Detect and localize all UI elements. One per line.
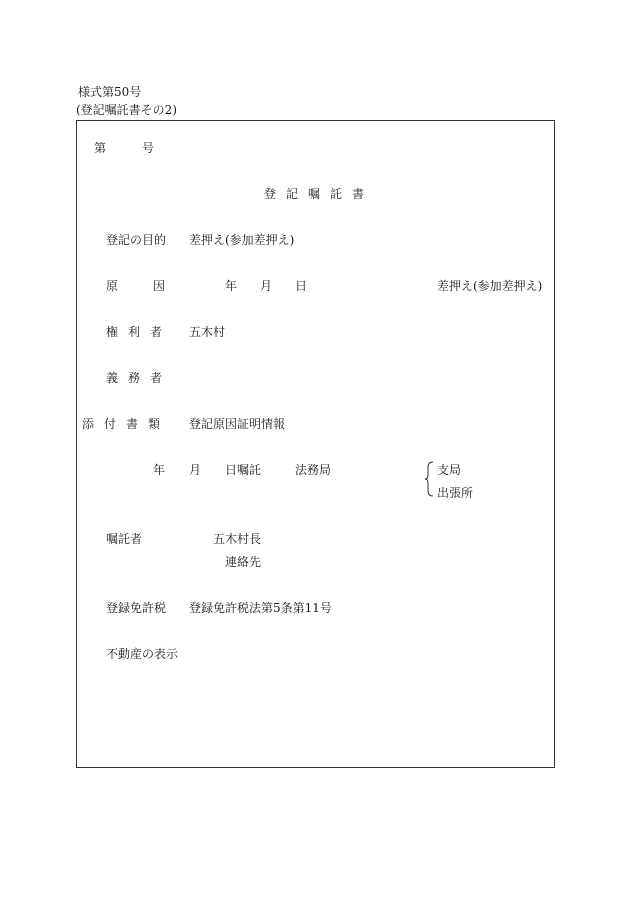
date-month: 月 [189, 463, 202, 477]
date-year: 年 [153, 463, 166, 477]
right-holder-value: 五木村 [189, 325, 226, 339]
tax-value: 登録免許税法第5条第11号 [189, 601, 332, 615]
attachment-value: 登記原因証明情報 [189, 417, 286, 431]
form-subtitle: (登記嘱託書その2) [76, 103, 177, 117]
number-prefix: 第 [94, 141, 107, 155]
number-suffix: 号 [142, 141, 155, 155]
form-number: 様式第50号 [78, 85, 142, 99]
cause-day: 日 [295, 279, 308, 293]
document-frame [76, 120, 555, 768]
cause-value: 差押え(参加差押え) [437, 279, 543, 293]
attachment-label: 添付書類 [82, 417, 171, 431]
property-label: 不動産の表示 [106, 647, 179, 661]
tax-label: 登録免許税 [106, 601, 167, 615]
cause-label-1: 原 [106, 279, 119, 293]
commissioner-value: 五木村長 [213, 532, 262, 546]
date-day-entrust: 日嘱託 [225, 463, 262, 477]
brace-icon [424, 461, 434, 497]
legal-affairs-bureau: 法務局 [295, 463, 332, 477]
cause-year: 年 [225, 279, 238, 293]
cause-month: 月 [260, 279, 273, 293]
right-holder-label: 権利者 [106, 325, 173, 339]
document-title: 登記嘱託書 [264, 187, 375, 201]
sub-office: 出張所 [437, 486, 474, 500]
purpose-label: 登記の目的 [106, 233, 167, 247]
commissioner-label: 嘱託者 [106, 532, 143, 546]
branch-office: 支局 [437, 463, 462, 477]
cause-label-2: 因 [153, 279, 166, 293]
purpose-value: 差押え(参加差押え) [189, 233, 295, 247]
obligor-label: 義務者 [106, 371, 173, 385]
contact-label: 連絡先 [225, 555, 262, 569]
